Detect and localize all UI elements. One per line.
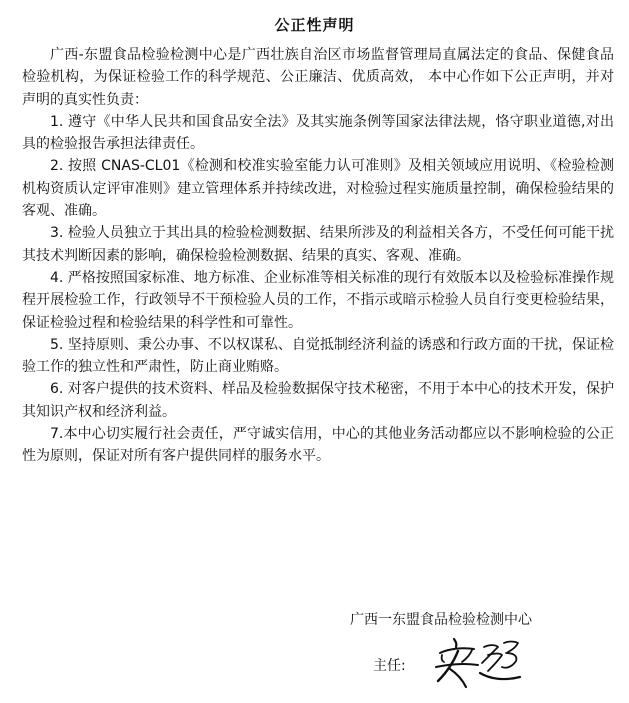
clause-7: 7.本中心切实履行社会责任，严守诚实信用，中心的其他业务活动都应以不影响检验的公正性为原则，保证对所有客户提供同样的服务水平。	[22, 426, 614, 465]
document-title: 公正性声明	[274, 16, 355, 34]
intro-paragraph: 广西-东盟食品检验检测中心是广西壮族自治区市场监督管理局直属法定的食品、保健食品检验机构，为保证检验工作的科学规范、公正廉洁、优质高效， 本中心作如下公正声明，并对声明的真实性负责：	[22, 47, 614, 108]
clause-4: 4. 严格按照国家标准、地方标准、企业标准等相关标准的现行有效版本以及检验标准操作规程开展检验工作，行政领导不干预检验人员的工作，不指示或暗示检验人员自行变更检验结果，保证检验过程和检验结果的科学性和可靠性。	[22, 269, 614, 331]
clause-5: 5. 坚持原则、秉公办事、不以权谋私、自觉抵制经济利益的诱惑和行政方面的干扰，保证检验工作的独立性和严肃性，防止商业贿赂。	[22, 336, 614, 376]
director-label: 主任:	[373, 658, 406, 674]
clause-1: 1. 遵守《中华人民共和国食品安全法》及其实施条例等国家法律法规，恪守职业道德,对出具的检验报告承担法律责任。	[22, 113, 614, 153]
handwritten-signature	[432, 633, 524, 691]
organization-name: 广西一东盟食品检验检测中心	[350, 612, 532, 628]
clause-3: 3. 检验人员独立于其出具的检验检测数据、结果所涉及的利益相关各方，不受任何可能干扰其技术判断因素的影响，确保检验检测数据、结果的真实、客观、准确。	[22, 225, 614, 264]
clause-6: 6. 对客户提供的技术资料、样品及检验数据保守技术秘密，不用于本中心的技术开发，保护其知识产权和经济利益。	[22, 381, 614, 420]
clause-2: 2. 按照 CNAS-CL01《检测和校准实验室能力认可准则》及相关领域应用说明、《检验检测机构资质认定评审准则》建立管理体系并持续改进，对检验过程实施质量控制，确保检验结果的客观、准确。	[22, 158, 614, 220]
